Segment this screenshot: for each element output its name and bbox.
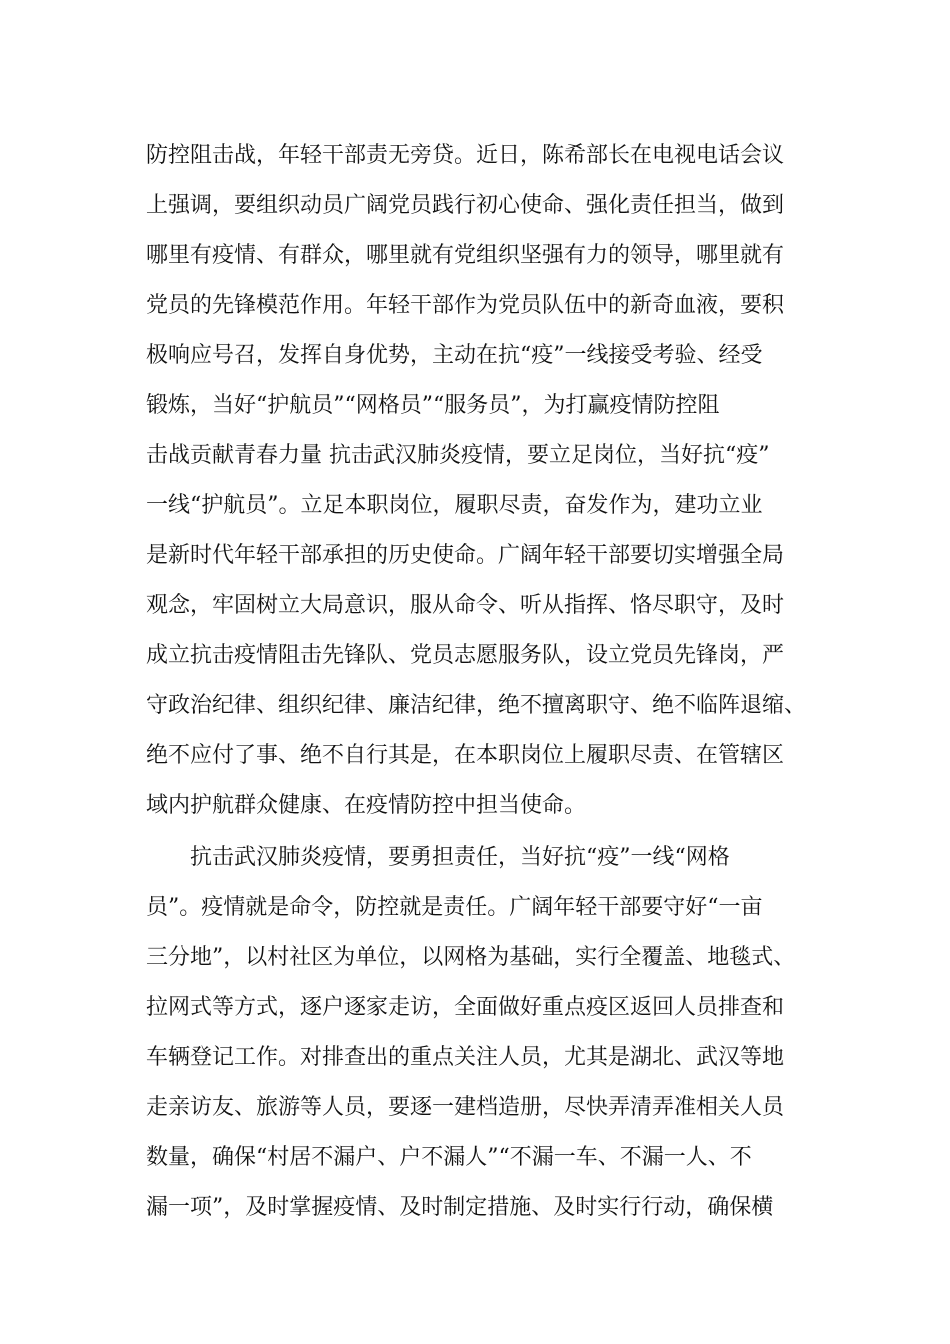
text-line: 员”。疫情就是命令，防控就是责任。广阔年轻干部要守好“一亩 <box>146 895 763 920</box>
text-line: 一线“护航员”。立足本职岗位，履职尽责，奋发作为，建功立业 <box>146 493 763 518</box>
text-line: 党员的先锋模范作用。年轻干部作为党员队伍中的新奇血液，要积 <box>146 293 785 318</box>
text-line: 观念，牢固树立大局意识，服从命令、听从指挥、恪尽职守，及时 <box>146 593 785 618</box>
text-line: 上强调，要组织动员广阔党员践行初心使命、强化责任担当，做到 <box>146 193 785 218</box>
text-line: 三分地”，以村社区为单位，以网格为基础，实行全覆盖、地毯式、 <box>146 945 796 970</box>
text-line: 抗击武汉肺炎疫情，要勇担责任，当好抗“疫”一线“网格 <box>190 845 730 870</box>
paragraph-2 <box>146 833 836 1233</box>
text-line: 哪里有疫情、有群众，哪里就有党组织坚强有力的领导，哪里就有 <box>146 243 785 268</box>
text-line: 成立抗击疫情阻击先锋队、党员志愿服务队，设立党员先锋岗，严 <box>146 643 785 668</box>
text-line: 车辆登记工作。对排查出的重点关注人员，尤其是湖北、武汉等地 <box>146 1045 785 1070</box>
text-line: 走亲访友、旅游等人员，要逐一建档造册，尽快弄清弄准相关人员 <box>146 1095 785 1120</box>
text-line: 极响应号召，发挥自身优势，主动在抗“疫”一线接受考验、经受 <box>146 343 763 368</box>
document-body <box>146 131 836 1233</box>
text-line: 漏一项”，及时掌握疫情、及时制定措施、及时实行行动，确保横 <box>146 1195 774 1220</box>
text-line: 拉网式等方式，逐户逐家走访，全面做好重点疫区返回人员排查和 <box>146 995 785 1020</box>
text-line: 绝不应付了事、绝不自行其是，在本职岗位上履职尽责、在管辖区 <box>146 743 785 768</box>
text-line: 锻炼，当好“护航员”“网格员”“服务员”，为打赢疫情防控阻 <box>146 393 720 418</box>
text-line: 数量，确保“村居不漏户、户不漏人”“不漏一车、不漏一人、不 <box>146 1145 752 1170</box>
paragraph-1 <box>146 131 836 831</box>
text-line: 防控阻击战，年轻干部责无旁贷。近日，陈希部长在电视电话会议 <box>146 143 785 168</box>
text-line: 击战贡献青春力量 抗击武汉肺炎疫情，要立足岗位，当好抗“疫” <box>146 443 770 468</box>
text-line: 是新时代年轻干部承担的历史使命。广阔年轻干部要切实增强全局 <box>146 543 785 568</box>
text-line: 守政治纪律、组织纪律、廉洁纪律，绝不擅离职守、绝不临阵退缩、 <box>146 693 807 718</box>
text-line: 域内护航群众健康、在疫情防控中担当使命。 <box>146 793 587 818</box>
